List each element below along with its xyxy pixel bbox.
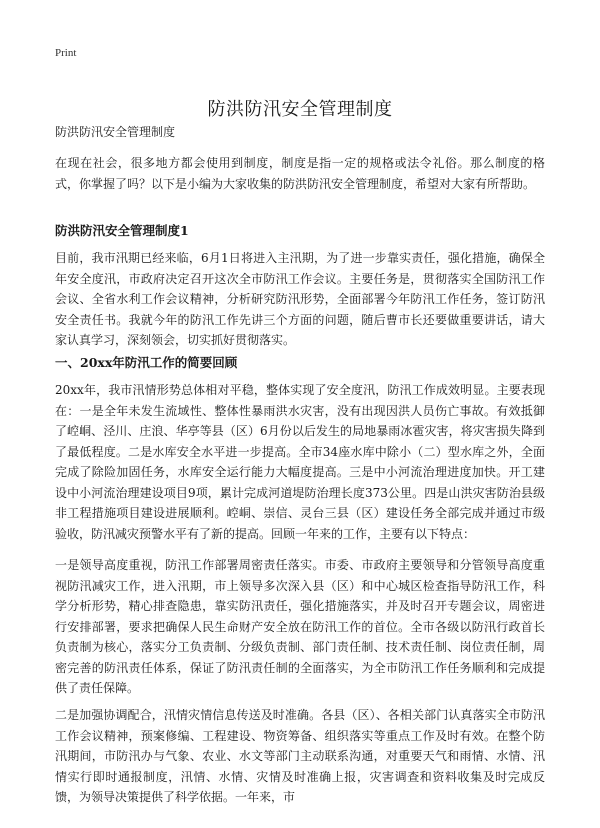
paragraph-coordination: 二是加强协调配合，汛情灾情信息传送及时准确。各县（区）、各相关部门认真落实全市防汛工作会议精神，预案修编、工程建设、物资筹备、组织落实等重点工作及时有效。在整个防汛期间，市防汛办与气象、农业、水文等部门主动联系沟通，对重要天气和雨情、水情、汛情实行即时通报制度，汛情、水情、灾情及时准确上报，灾害调查和资料收集及时完成反馈，为领导决策提供了科学依据。一年来，市 xyxy=(55,708,545,804)
sub-heading-review: 一、20xx年防汛工作的简要回顾 xyxy=(55,355,238,370)
paragraph-meeting: 目前，我市汛期已经来临，6月1日将进入主汛期，为了进一步靠实责任，强化措施，确保全年安全度汛，市政府决定召开这次全市防汛工作会议。主要任务是，贯彻落实全国防汛工作会议、全省水利工作会议精神，分析研究防汛形势，全面部署今年防汛工作任务，签订防汛安全责任书。我就今年的防汛工作先讲三个方面的问题，随后曹市长还要做重要讲话，请大家认真学习，深刻领会，切实抓好贯彻落实。 xyxy=(55,251,545,347)
document-subtitle: 防洪防汛安全管理制度 xyxy=(55,125,176,139)
paragraph-leadership: 一是领导高度重视，防汛工作部署周密责任落实。市委、市政府主要领导和分管领导高度重视防汛减灾工作，进入汛期，市上领导多次深入县（区）和中心城区检查指导防汛工作，科学分析形势，精心排查隐患，靠实防汛责任，强化措施落实，并及时召开专题会议，周密进行安排部署，要求把确保人民生命财产安全放在防汛工作的首位。全市各级以防汛行政首长负责制为核心，落实分工负责制、分级负责制、部门责任制、技术责任制、岗位责任制，周密完善的防汛责任体系，保证了防汛责任制的全面落实，为全市防汛工作任务顺利和完成提供了责任保障。 xyxy=(55,558,545,695)
section-heading: 防洪防汛安全管理制度1 xyxy=(55,223,189,238)
print-label: Print xyxy=(55,47,77,59)
intro-paragraph: 在现在社会，很多地方都会使用到制度，制度是指一定的规格或法令礼俗。那么制度的格式，你掌握了吗？以下是小编为大家收集的防洪防汛安全管理制度，希望对大家有所帮助。 xyxy=(55,156,545,191)
paragraph-review: 20xx年，我市汛情形势总体相对平稳，整体实现了安全度汛，防汛工作成效明显。主要表现在：一是全年未发生流域性、整体性暴雨洪水灾害，没有出现因洪人员伤亡事故。有效抵御了崆峒、泾川、庄浪、华亭等县（区）6月份以后发生的局地暴雨冰雹灾害，将灾害损失降到了最低程度。二是水库安全水平进一步提高。全市34座水库中除小（二）型水库之外，全面完成了除险加固任务，水库安全运行能力大幅度提高。三是中小河流治理进度加快。开工建设中小河流治理建设项目9项，累计完成河道堤防治理长度373公里。四是山洪灾害防治县级非工程措施项目建设进展顺利。崆峒、崇信、灵台三县（区）建设任务全部完成并通过市级验收，防汛减灾预警水平有了新的提高。回顾一年来的工作，主要有以下特点： xyxy=(55,383,545,541)
page-title: 防洪防汛安全管理制度 xyxy=(207,99,393,121)
